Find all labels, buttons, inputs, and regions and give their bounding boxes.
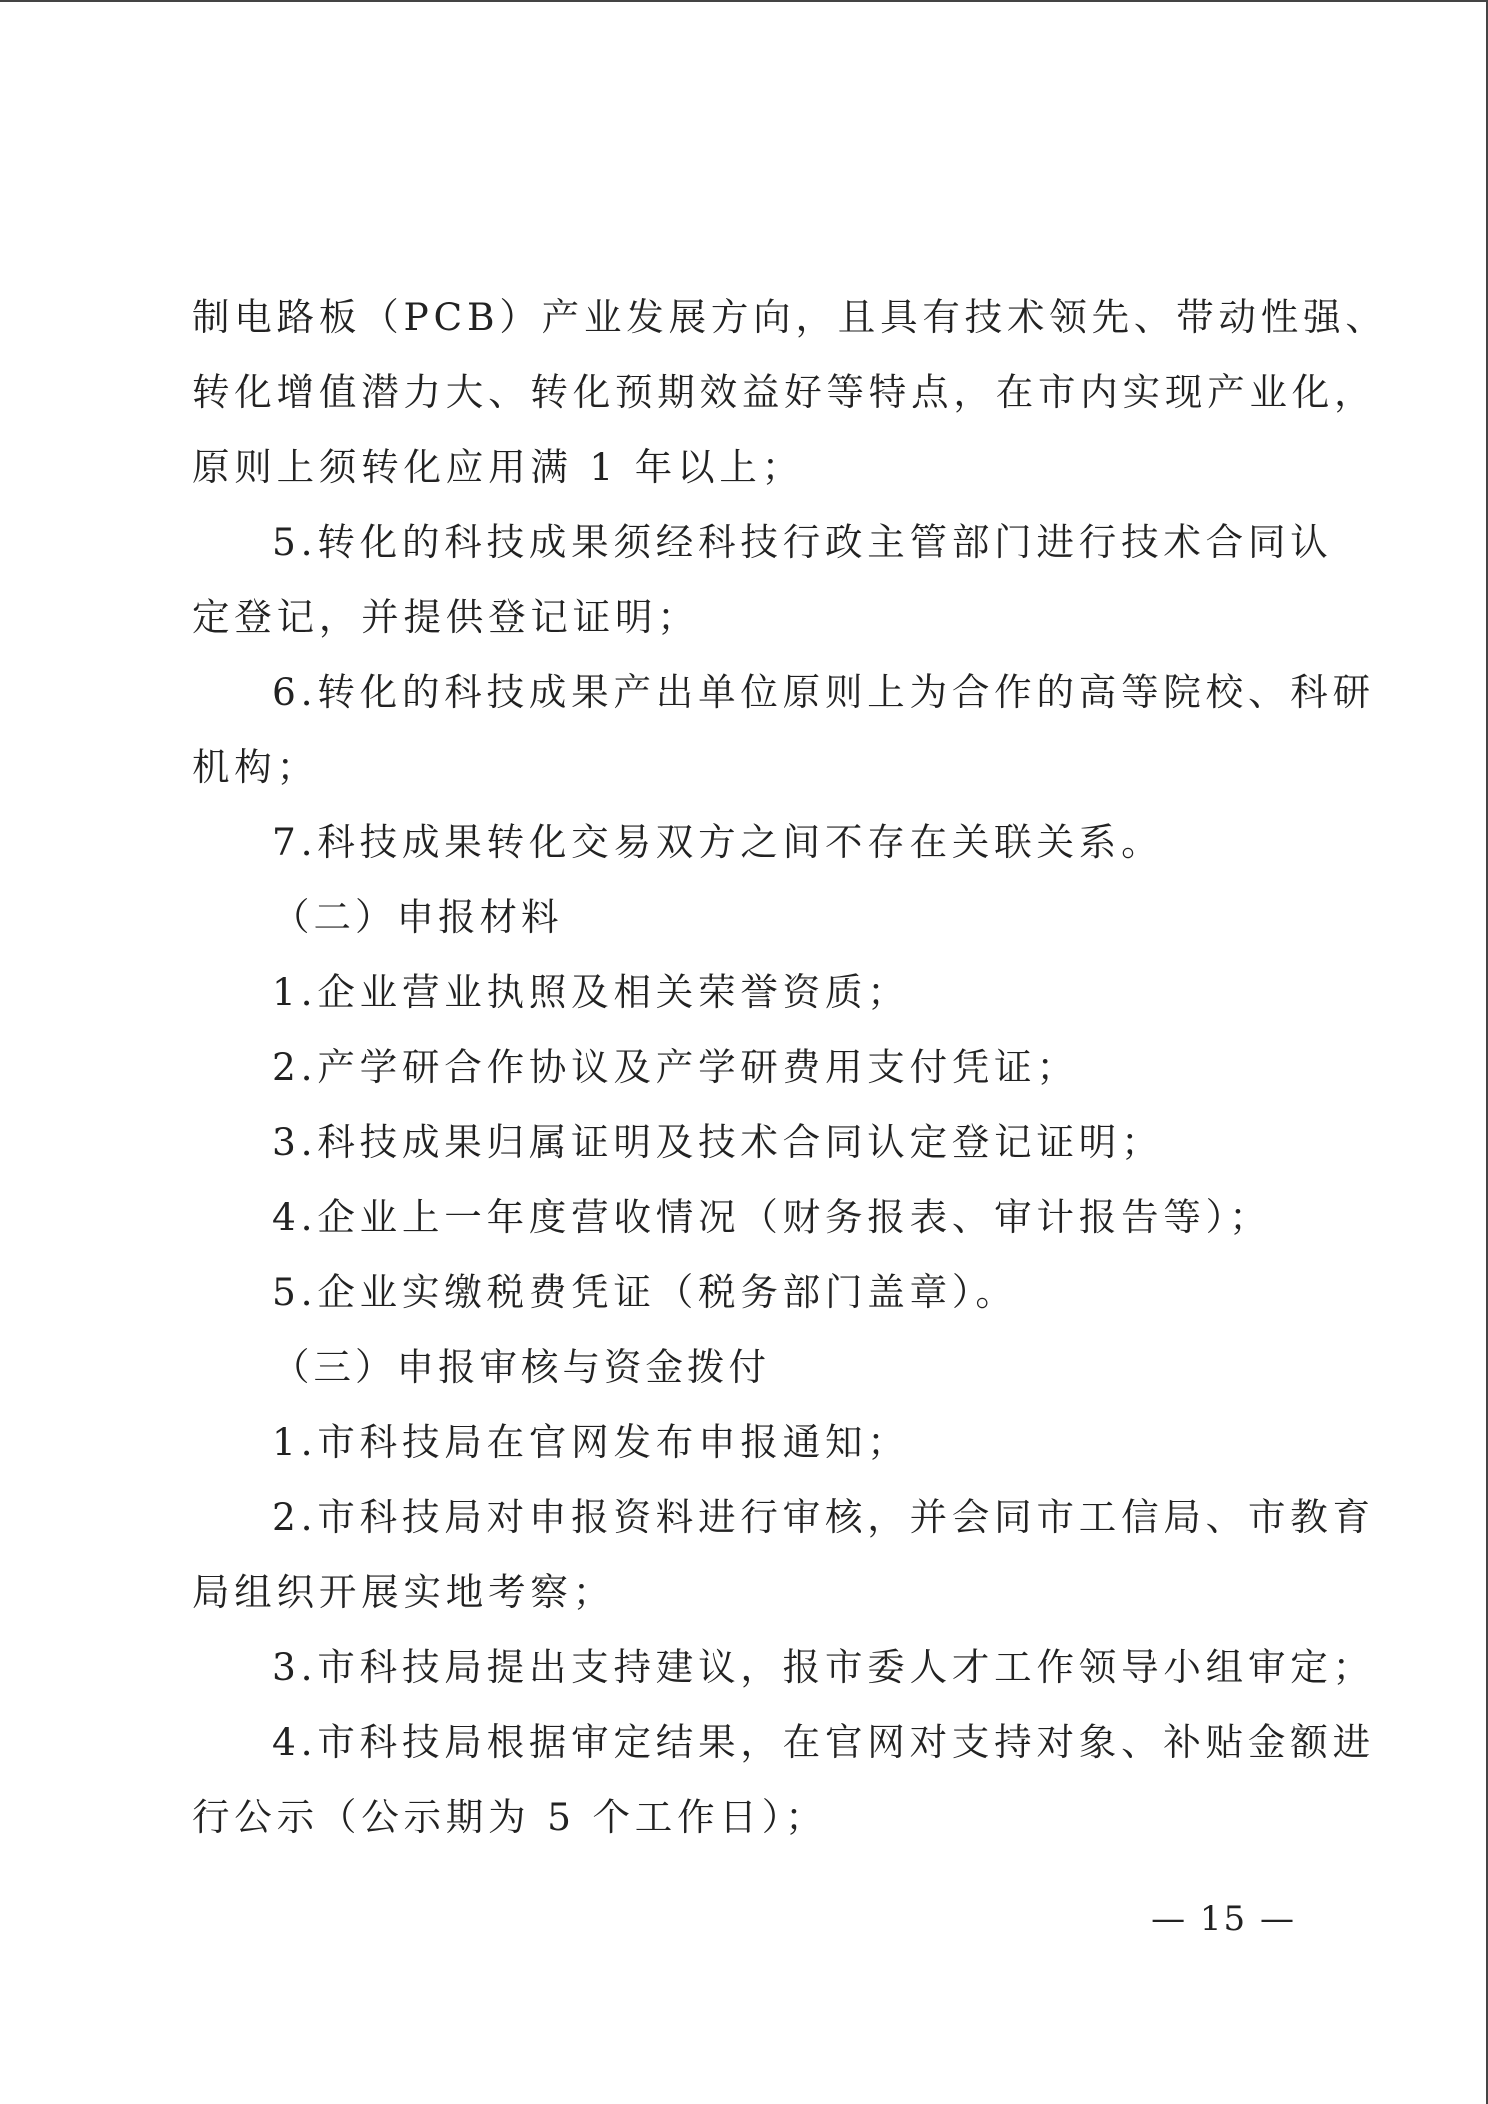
list-item: 4.企业上一年度营收情况（财务报表、审计报告等）； <box>272 1195 1272 1239</box>
section-heading: （三）申报审核与资金拨付 <box>272 1345 770 1389</box>
list-item: 3.市科技局提出支持建议，报市委人才工作领导小组审定； <box>272 1645 1375 1689</box>
text-line: 制电路板（PCB）产业发展方向，且具有技术领先、带动性强、 <box>192 295 1388 339</box>
list-item: 1.市科技局在官网发布申报通知； <box>272 1420 910 1464</box>
body-text <box>192 280 1388 1855</box>
text-line: 机构； <box>192 745 319 789</box>
list-item: 7.科技成果转化交易双方之间不存在关联关系。 <box>272 820 1164 864</box>
list-item: 2.产学研合作协议及产学研费用支付凭证； <box>272 1045 1079 1089</box>
text-line: 转化增值潜力大、转化预期效益好等特点，在市内实现产业化， <box>192 370 1377 414</box>
list-item: 5.企业实缴税费凭证（税务部门盖章）。 <box>272 1270 1018 1314</box>
list-item: 6.转化的科技成果产出单位原则上为合作的高等院校、科研 <box>272 670 1375 714</box>
list-item: 4.市科技局根据审定结果，在官网对支持对象、补贴金额进 <box>272 1720 1375 1764</box>
list-item: 3.科技成果归属证明及技术合同认定登记证明； <box>272 1120 1164 1164</box>
text-line: 原则上须转化应用满 1 年以上； <box>192 445 804 489</box>
list-item: 5.转化的科技成果须经科技行政主管部门进行技术合同认 <box>272 520 1333 564</box>
text-line: 定登记，并提供登记证明； <box>192 595 700 639</box>
list-item: 2.市科技局对申报资料进行审核，并会同市工信局、市教育 <box>272 1495 1375 1539</box>
section-heading: （二）申报材料 <box>272 895 563 939</box>
text-line: 行公示（公示期为 5 个工作日）； <box>192 1795 828 1839</box>
page-number: — 15 — <box>1151 1899 1296 1939</box>
list-item: 1.企业营业执照及相关荣誉资质； <box>272 970 910 1014</box>
text-line: 局组织开展实地考察； <box>192 1570 615 1614</box>
